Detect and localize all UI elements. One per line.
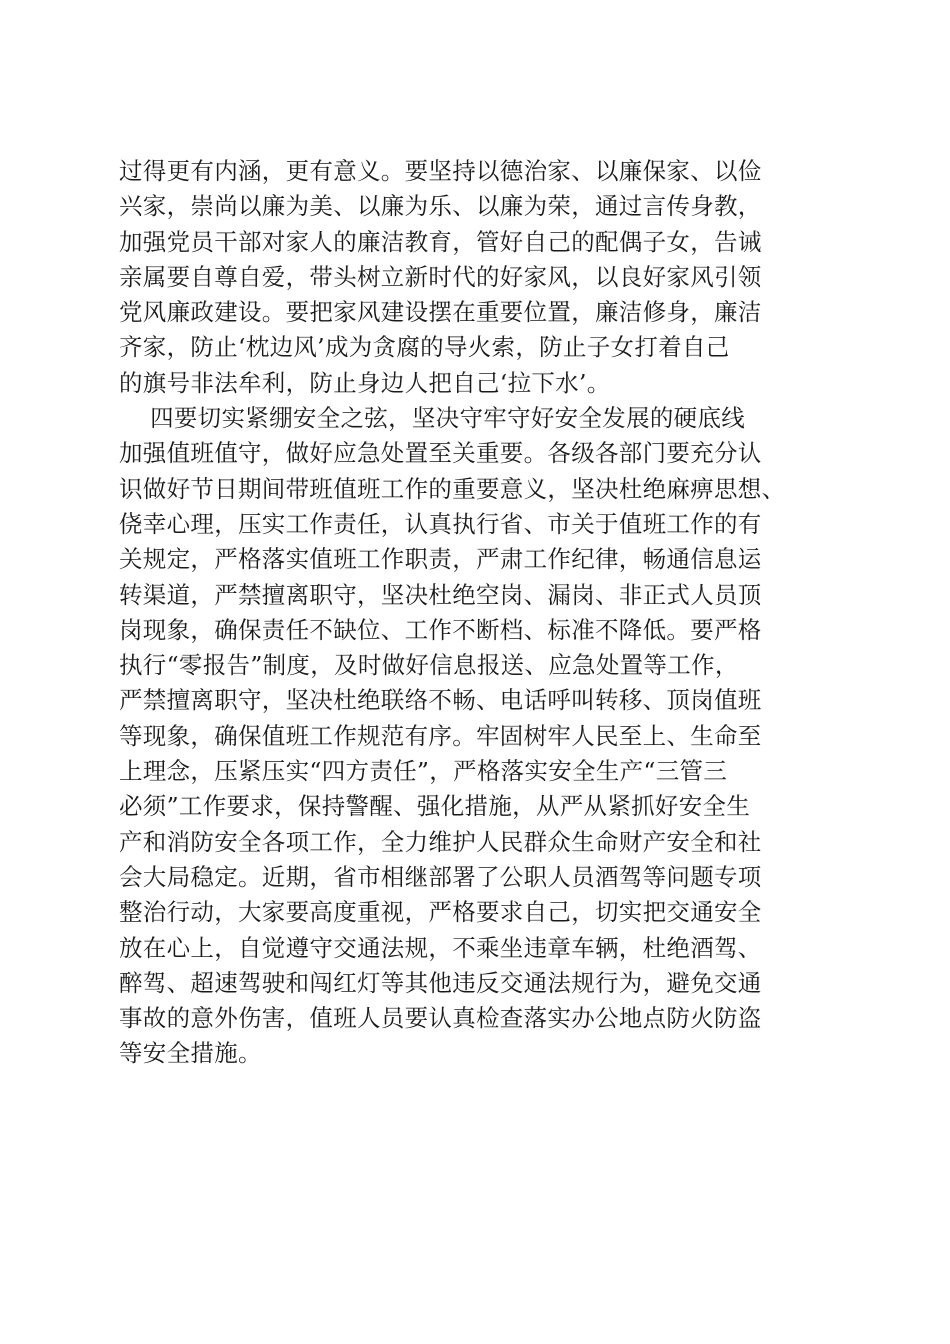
text-line: 侥幸心理，压实工作责任，认真执行省、市关于值班工作的有	[119, 509, 762, 538]
text-line: 加强党员干部对家人的廉洁教育，管好自己的配偶子女，告诫	[119, 227, 762, 256]
text-line: 产和消防安全各项工作，全力维护人民群众生命财产安全和社	[119, 827, 762, 856]
text-line: 加强值班值守，做好应急处置至关重要。各级各部门要充分认	[119, 439, 762, 468]
text-line: 岗现象，确保责任不缺位、工作不断档、标准不降低。要严格	[119, 615, 762, 644]
text-line: 的旗号非法牟利，防止身边人把自己‘拉下水’。	[119, 368, 611, 397]
text-line: 会大局稳定。近期，省市相继部署了公职人员酒驾等问题专项	[119, 862, 762, 891]
text-line: 整治行动，大家要高度重视，严格要求自己，切实把交通安全	[119, 898, 762, 927]
text-line: 过得更有内涵，更有意义。要坚持以德治家、以廉保家、以俭	[119, 157, 762, 185]
text-line: 齐家，防止‘枕边风’成为贪腐的导火索，防止子女打着自己	[119, 333, 730, 362]
text-line: 识做好节日期间带班值班工作的重要意义，坚决杜绝麻痹思想、	[119, 474, 786, 503]
text-line: 执行“零报告”制度，及时做好信息报送、应急处置等工作，	[119, 651, 739, 680]
text-line: 关规定，严格落实值班工作职责，严肃工作纪律，畅通信息运	[119, 545, 762, 574]
text-line: 亲属要自尊自爱，带头树立新时代的好家风，以良好家风引领	[119, 262, 762, 291]
text-line: 四要切实紧绷安全之弦，坚决守牢守好安全发展的硬底线	[119, 404, 746, 433]
text-line: 放在心上，自觉遵守交通法规，不乘坐违章车辆，杜绝酒驾、	[119, 933, 762, 962]
text-line: 党风廉政建设。要把家风建设摆在重要位置，廉洁修身，廉洁	[119, 298, 762, 327]
text-line: 兴家，崇尚以廉为美、以廉为乐、以廉为荣，通过言传身教，	[119, 192, 762, 221]
text-line: 事故的意外伤害，值班人员要认真检查落实办公地点防火防盗	[119, 1004, 762, 1033]
text-line: 上理念，压紧压实“四方责任”，严格落实安全生产“三管三	[119, 757, 728, 786]
text-line: 等安全措施。	[119, 1039, 262, 1068]
text-line: 醉驾、超速驾驶和闯红灯等其他违反交通法规行为，避免交通	[119, 968, 762, 997]
text-line: 等现象，确保值班工作规范有序。牢固树牢人民至上、生命至	[119, 721, 762, 750]
text-line: 必须”工作要求，保持警醒、强化措施，从严从紧抓好安全生	[119, 792, 751, 821]
text-line: 严禁擅离职守，坚决杜绝联络不畅、电话呼叫转移、顶岗值班	[119, 686, 762, 715]
text-line: 转渠道，严禁擅离职守，坚决杜绝空岗、漏岗、非正式人员顶	[119, 580, 762, 609]
body-text	[119, 154, 839, 1072]
